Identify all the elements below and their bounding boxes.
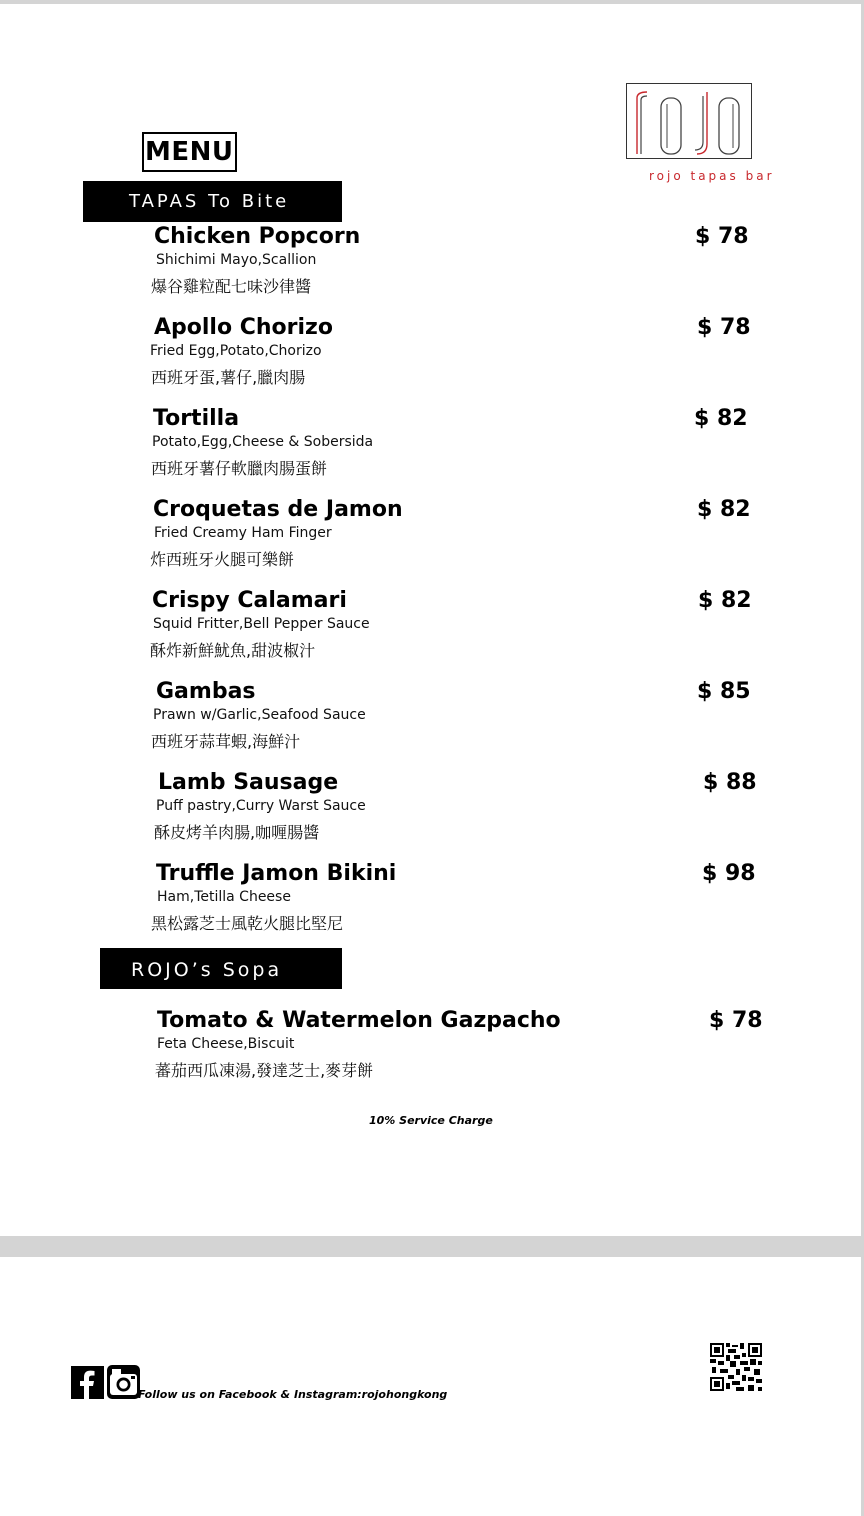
item-chinese-name: 蕃茄西瓜凍湯,發達芝士,麥芽餅 <box>155 1061 374 1080</box>
item-description: Fried Egg,Potato,Chorizo <box>150 343 322 359</box>
item-chinese-name: 黑松露芝士風乾火腿比堅尼 <box>151 914 344 933</box>
item-price: $ 98 <box>702 861 756 886</box>
item-chinese-name: 酥炸新鮮魷魚,甜波椒汁 <box>150 641 316 660</box>
item-price: $ 85 <box>697 679 751 704</box>
item-chinese-name: 西班牙薯仔軟臘肉腸蛋餅 <box>151 459 328 478</box>
item-name: Lamb Sausage <box>158 770 339 795</box>
item-description: Potato,Egg,Cheese & Sobersida <box>152 434 374 450</box>
rojo-logo <box>626 83 752 159</box>
service-charge-note: 10% Service Charge <box>369 1114 493 1127</box>
item-name: Apollo Chorizo <box>154 315 333 340</box>
item-chinese-name: 炸西班牙火腿可樂餅 <box>150 550 295 569</box>
item-chinese-name: 爆谷雞粒配七味沙律醬 <box>151 277 312 296</box>
item-description: Squid Fritter,Bell Pepper Sauce <box>153 616 370 632</box>
item-price: $ 82 <box>694 406 748 431</box>
item-price: $ 88 <box>703 770 757 795</box>
item-description: Fried Creamy Ham Finger <box>154 525 332 541</box>
menu-title: MENU <box>142 132 237 172</box>
logo-tagline: rojo tapas bar <box>649 169 775 183</box>
facebook-icon[interactable] <box>71 1366 104 1399</box>
item-name: Tortilla <box>153 406 240 431</box>
social-follow-text: Follow us on Facebook & Instagram:rojohongkong <box>138 1388 448 1401</box>
item-price: $ 78 <box>709 1008 763 1033</box>
item-name: Croquetas de Jamon <box>153 497 403 522</box>
qr-code-icon[interactable] <box>710 1343 762 1391</box>
instagram-icon[interactable] <box>107 1365 140 1399</box>
item-chinese-name: 酥皮烤羊肉腸,咖喱腸醬 <box>154 823 320 842</box>
item-name: Chicken Popcorn <box>154 224 361 249</box>
menu-page <box>0 4 861 1236</box>
item-price: $ 78 <box>695 224 749 249</box>
item-price: $ 82 <box>698 588 752 613</box>
footer-page <box>0 1257 861 1516</box>
item-description: Prawn w/Garlic,Seafood Sauce <box>153 707 366 723</box>
item-price: $ 78 <box>697 315 751 340</box>
item-chinese-name: 西班牙蒜茸蝦,海鮮汁 <box>151 732 301 751</box>
item-name: Gambas <box>156 679 256 704</box>
item-description: Ham,Tetilla Cheese <box>157 889 291 905</box>
item-price: $ 82 <box>697 497 751 522</box>
item-description: Feta Cheese,Biscuit <box>157 1036 295 1052</box>
item-name: Tomato & Watermelon Gazpacho <box>157 1008 561 1033</box>
item-chinese-name: 西班牙蛋,薯仔,臘肉腸 <box>151 368 306 387</box>
item-name: Crispy Calamari <box>152 588 347 613</box>
item-name: Truffle Jamon Bikini <box>156 861 397 886</box>
section-header-sopa: ROJO’s Sopa <box>100 948 342 989</box>
item-description: Shichimi Mayo,Scallion <box>156 252 317 268</box>
section-header-tapas: TAPAS To Bite <box>83 181 342 222</box>
item-description: Puff pastry,Curry Warst Sauce <box>156 798 366 814</box>
